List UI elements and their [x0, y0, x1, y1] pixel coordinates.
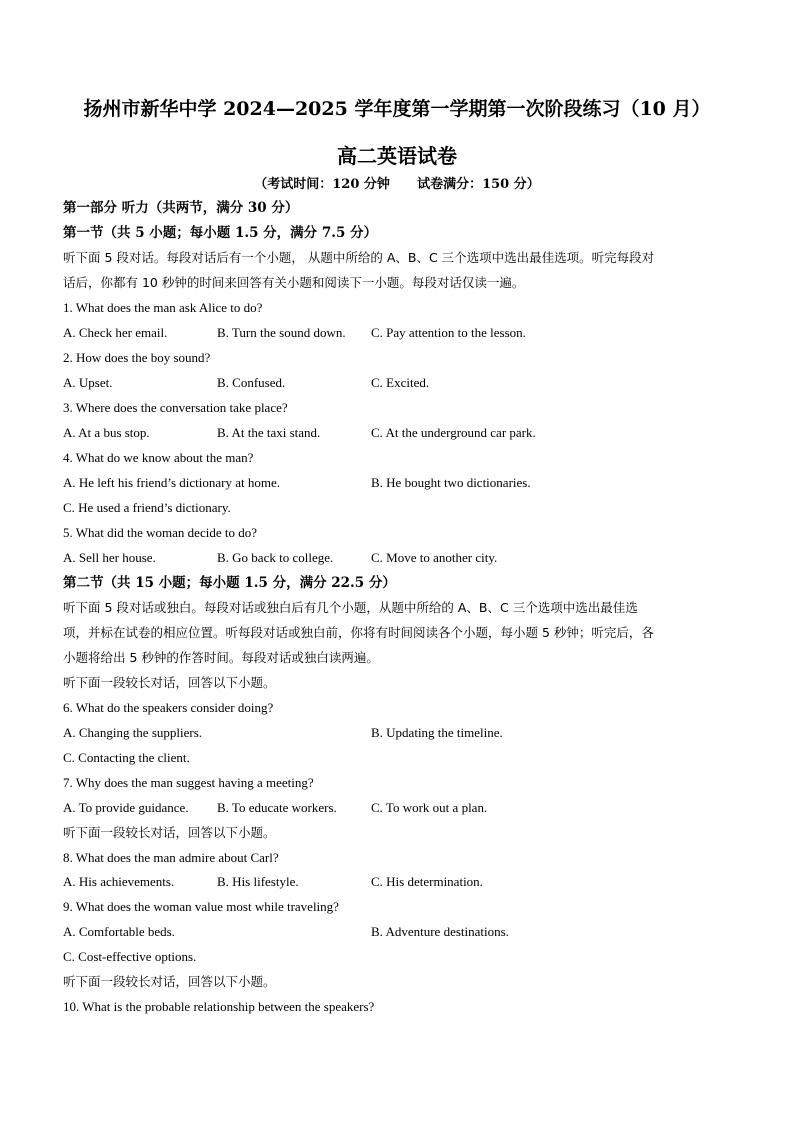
question-5-stem: 5. What did the woman decide to do?	[63, 525, 257, 540]
question-8-option-c: C. His determination.	[371, 874, 483, 889]
question-5-option-b: B. Go back to college.	[217, 550, 334, 565]
question-9-option-c: C. Cost-effective options.	[63, 949, 197, 964]
question-7-option-b: B. To educate workers.	[217, 800, 337, 815]
question-5-option-a: A. Sell her house.	[63, 550, 156, 565]
question-7-option-a: A. To provide guidance.	[63, 800, 189, 815]
question-4-option-b: B. He bought two dictionaries.	[371, 475, 531, 490]
section1-instruction-line2: 话后，你都有 10 秒钟的时间来回答有关小题和阅读下一小题。每段对话仅读一遍。	[63, 275, 525, 290]
question-9-option-a: A. Comfortable beds.	[63, 924, 175, 939]
section1-instruction-line1: 听下面 5 段对话。每段对话后有一个小题， 从题中所给的 A、B、C 三个选项中选出最佳选项。听完每段对	[63, 250, 655, 265]
section2-heading: 第二节（共 15 小题；每小题 1.5 分，满分 22.5 分）	[63, 575, 396, 591]
question-5-option-c: C. Move to another city.	[371, 550, 498, 565]
question-2-option-b: B. Confused.	[217, 375, 286, 390]
question-9-stem: 9. What does the woman value most while traveling?	[63, 899, 339, 914]
question-3-stem: 3. Where does the conversation take place?	[63, 400, 288, 415]
question-2-option-a: A. Upset.	[63, 375, 113, 390]
question-6-option-b: B. Updating the timeline.	[371, 725, 503, 740]
section2-instruction-line3: 小题将给出 5 秒钟的作答时间。每段对话或独白读两遍。	[63, 650, 379, 665]
exam-subtitle: 高二英语试卷	[337, 144, 457, 168]
question-9-option-b: B. Adventure destinations.	[371, 924, 509, 939]
exam-title: 扬州市新华中学 2024—2025 学年度第一学期第一次阶段练习（10 月）	[83, 98, 711, 120]
question-8-option-a: A. His achievements.	[63, 874, 175, 889]
question-6-option-a: A. Changing the suppliers.	[63, 725, 203, 740]
dialog-intro-2: 听下面一段较长对话，回答以下小题。	[63, 825, 276, 840]
question-8-stem: 8. What does the man admire about Carl?	[63, 850, 279, 865]
question-3-option-a: A. At a bus stop.	[63, 425, 150, 440]
section2-instruction-line2: 项，并标在试卷的相应位置。听每段对话或独白前，你将有时间阅读各个小题，每小题 5 秒钟；听完后，各	[63, 625, 654, 640]
question-10-stem: 10. What is the probable relationship between the speakers?	[63, 999, 375, 1014]
section1-heading: 第一节（共 5 小题；每小题 1.5 分，满分 7.5 分）	[63, 225, 378, 241]
question-1-option-b: B. Turn the sound down.	[217, 325, 346, 340]
question-4-option-c: C. He used a friend’s dictionary.	[63, 500, 231, 515]
exam-meta: （考试时间：120 分钟 试卷满分：150 分）	[254, 177, 540, 192]
question-7-stem: 7. Why does the man suggest having a meeting?	[63, 775, 314, 790]
part1-heading: 第一部分 听力（共两节，满分 30 分）	[63, 200, 299, 216]
question-6-option-c: C. Contacting the client.	[63, 750, 190, 765]
question-4-option-a: A. He left his friend’s dictionary at home.	[63, 475, 280, 490]
question-6-stem: 6. What do the speakers consider doing?	[63, 700, 274, 715]
question-2-option-c: C. Excited.	[371, 375, 430, 390]
section2-instruction-line1: 听下面 5 段对话或独白。每段对话或独白后有几个小题，从题中所给的 A、B、C 三个选项中选出最佳选	[63, 600, 638, 615]
question-3-option-c: C. At the underground car park.	[371, 425, 536, 440]
question-1-option-c: C. Pay attention to the lesson.	[371, 325, 526, 340]
question-1-option-a: A. Check her email.	[63, 325, 168, 340]
question-1-stem: 1. What does the man ask Alice to do?	[63, 300, 263, 315]
dialog-intro-1: 听下面一段较长对话，回答以下小题。	[63, 675, 276, 690]
question-4-stem: 4. What do we know about the man?	[63, 450, 254, 465]
question-8-option-b: B. His lifestyle.	[217, 874, 299, 889]
dialog-intro-3: 听下面一段较长对话，回答以下小题。	[63, 974, 276, 989]
question-2-stem: 2. How does the boy sound?	[63, 350, 211, 365]
question-7-option-c: C. To work out a plan.	[371, 800, 488, 815]
question-3-option-b: B. At the taxi stand.	[217, 425, 321, 440]
